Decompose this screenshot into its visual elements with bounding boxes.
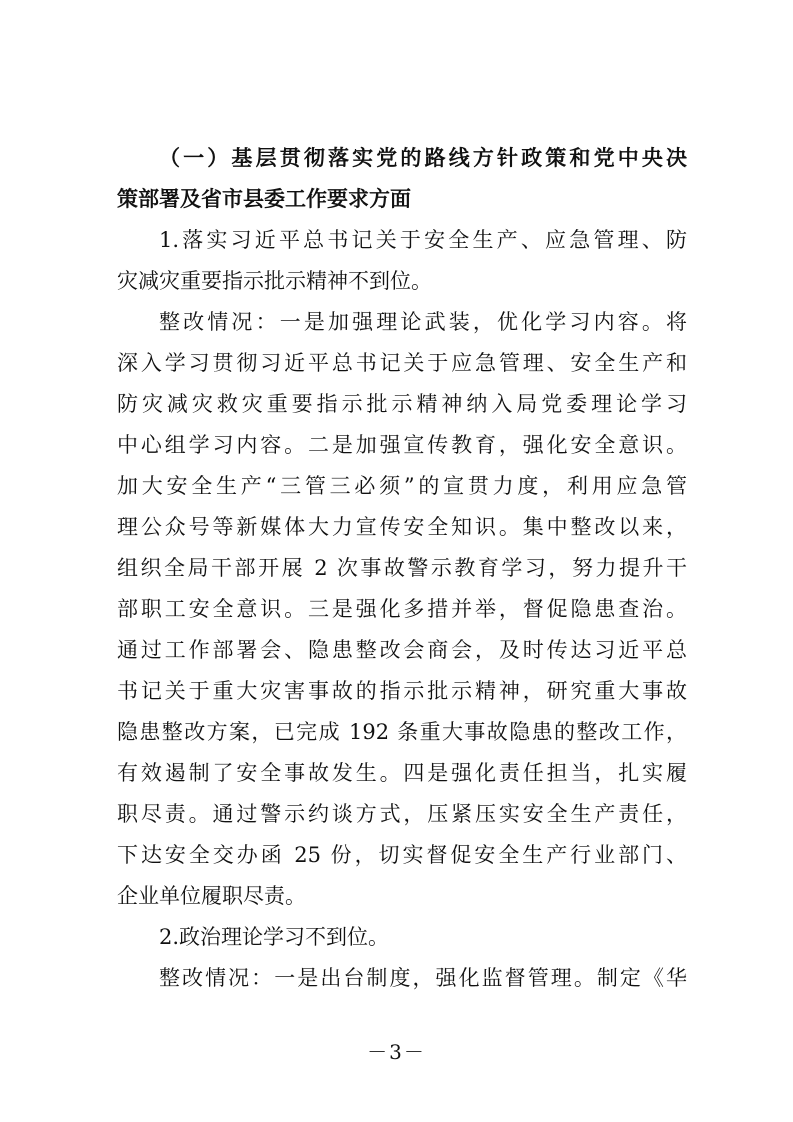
rectification-1-line-14: 下达安全交办函 25 份，切实督促安全生产行业部门、: [117, 843, 687, 867]
rectification-1-line-10: 书记关于重大灾害事故的指示批示精神，研究重大事故: [117, 679, 687, 703]
rectification-1-line-3: 防灾减灾救灾重要指示批示精神纳入局党委理论学习: [117, 392, 687, 416]
section-heading-line-2: 策部署及省市县委工作要求方面: [117, 187, 411, 211]
rectification-1-line-12: 有效遏制了安全事故发生。四是强化责任担当，扎实履: [117, 761, 687, 785]
rectification-1-line-11: 隐患整改方案，已完成 192 条重大事故隐患的整改工作，: [117, 720, 687, 744]
rectification-1-line-1: 整改情况：一是加强理论武装，优化学习内容。将: [159, 310, 687, 334]
rectification-1-line-4: 中心组学习内容。二是加强宣传教育，强化安全意识。: [117, 433, 687, 457]
rectification-1-line-2: 深入学习贯彻习近平总书记关于应急管理、安全生产和: [117, 351, 687, 375]
rectification-1-line-5: 加大安全生产“三管三必须”的宣贯力度，利用应急管: [117, 474, 687, 498]
section-heading-line-1: （一）基层贯彻落实党的路线方针政策和党中央决: [159, 146, 687, 170]
page-number: －3－: [367, 1040, 426, 1064]
item-1-line-1: 1.落实习近平总书记关于安全生产、应急管理、防: [159, 228, 687, 252]
item-2-line-1: 2.政治理论学习不到位。: [159, 925, 390, 949]
rectification-1-line-13: 职尽责。通过警示约谈方式，压紧压实安全生产责任，: [117, 802, 687, 826]
rectification-1-line-15: 企业单位履职尽责。: [117, 884, 306, 908]
rectification-1-line-9: 通过工作部署会、隐患整改会商会，及时传达习近平总: [117, 638, 687, 662]
rectification-1-line-6: 理公众号等新媒体大力宣传安全知识。集中整改以来，: [117, 515, 687, 539]
document-body: [117, 138, 687, 999]
rectification-1-line-8: 部职工安全意识。三是强化多措并举，督促隐患查治。: [117, 597, 687, 621]
rectification-1-line-7: 组织全局干部开展 2 次事故警示教育学习，努力提升干: [117, 556, 687, 580]
rectification-2-line-1: 整改情况：一是出台制度，强化监督管理。制定《华: [159, 966, 687, 990]
item-1-line-2: 灾减灾重要指示批示精神不到位。: [117, 269, 432, 293]
